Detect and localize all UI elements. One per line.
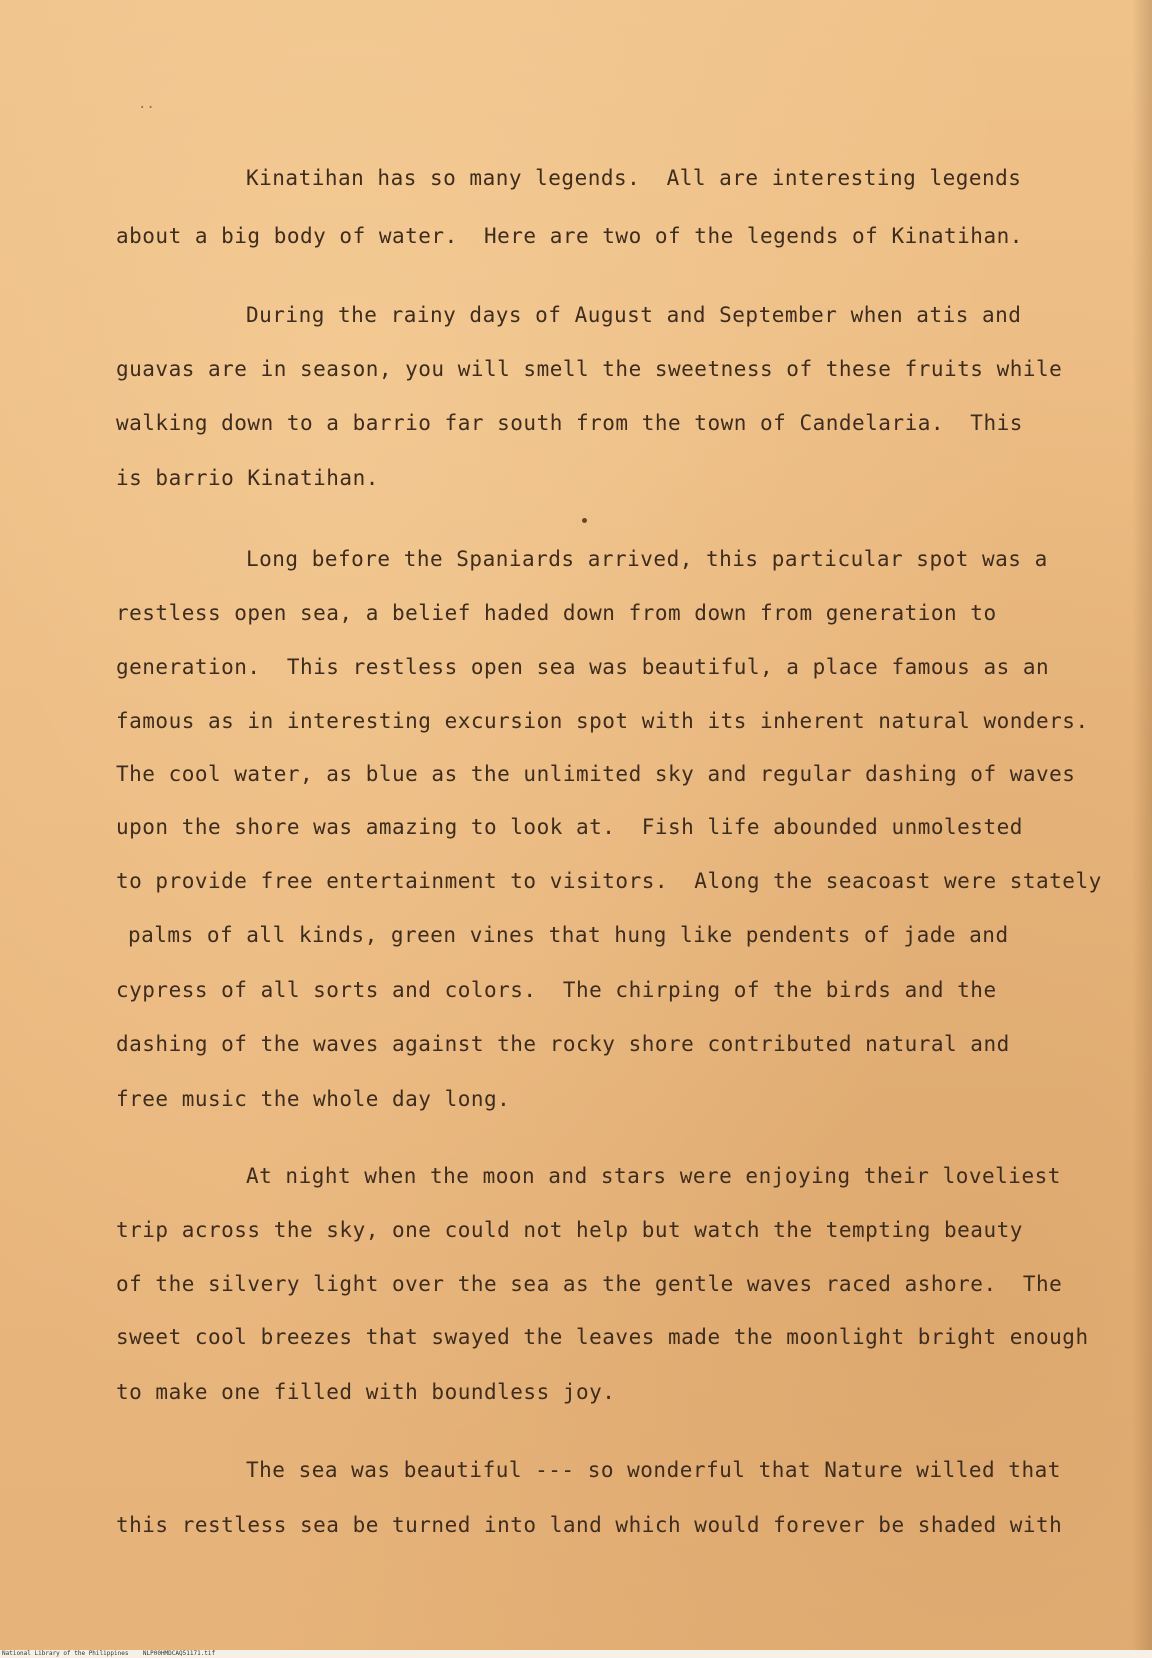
footer-caption: National Library of the Philippines NLP00HMDCAQ51171.tif [2, 1650, 216, 1657]
text-line: is barrio Kinatihan. [116, 466, 379, 490]
marginal-mark: .. [138, 96, 155, 112]
text-line: The sea was beautiful --- so wonderful that Nature willed that [246, 1458, 1061, 1482]
text-line: Kinatihan has so many legends. All are interesting legends [246, 166, 1022, 190]
text-line: sweet cool breezes that swayed the leaves made the moonlight bright enough [116, 1325, 1089, 1349]
ink-dot [582, 518, 587, 523]
text-line: trip across the sky, one could not help but watch the tempting beauty [116, 1218, 1023, 1242]
text-line: At night when the moon and stars were enjoying their loveliest [246, 1164, 1061, 1188]
text-line: to provide free entertainment to visitors. Along the seacoast were stately [116, 869, 1102, 893]
text-line: this restless sea be turned into land which would forever be shaded with [116, 1513, 1063, 1537]
text-line: upon the shore was amazing to look at. Fish life abounded unmolested [116, 815, 1023, 839]
text-line: dashing of the waves against the rocky shore contributed natural and [116, 1032, 1010, 1056]
text-line: During the rainy days of August and September when atis and [246, 303, 1022, 327]
text-line: about a big body of water. Here are two of the legends of Kinatihan. [116, 224, 1023, 248]
text-line: generation. This restless open sea was beautiful, a place famous as an [116, 655, 1050, 679]
text-line: palms of all kinds, green vines that hung like pendents of jade and [128, 923, 1009, 947]
text-line: of the silvery light over the sea as the gentle waves raced ashore. The [116, 1272, 1063, 1296]
text-line: famous as in interesting excursion spot with its inherent natural wonders. [116, 709, 1089, 733]
text-line: free music the whole day long. [116, 1087, 511, 1111]
text-line: restless open sea, a belief haded down from down from generation to [116, 601, 997, 625]
text-line: to make one filled with boundless joy. [116, 1380, 616, 1404]
scan-footer [0, 1650, 1152, 1658]
text-line: cypress of all sorts and colors. The chirping of the birds and the [116, 978, 997, 1002]
text-line: guavas are in season, you will smell the sweetness of these fruits while [116, 357, 1063, 381]
text-line: Long before the Spaniards arrived, this particular spot was a [246, 547, 1048, 571]
text-line: The cool water, as blue as the unlimited sky and regular dashing of waves [116, 762, 1076, 786]
text-line: walking down to a barrio far south from the town of Candelaria. This [116, 411, 1023, 435]
